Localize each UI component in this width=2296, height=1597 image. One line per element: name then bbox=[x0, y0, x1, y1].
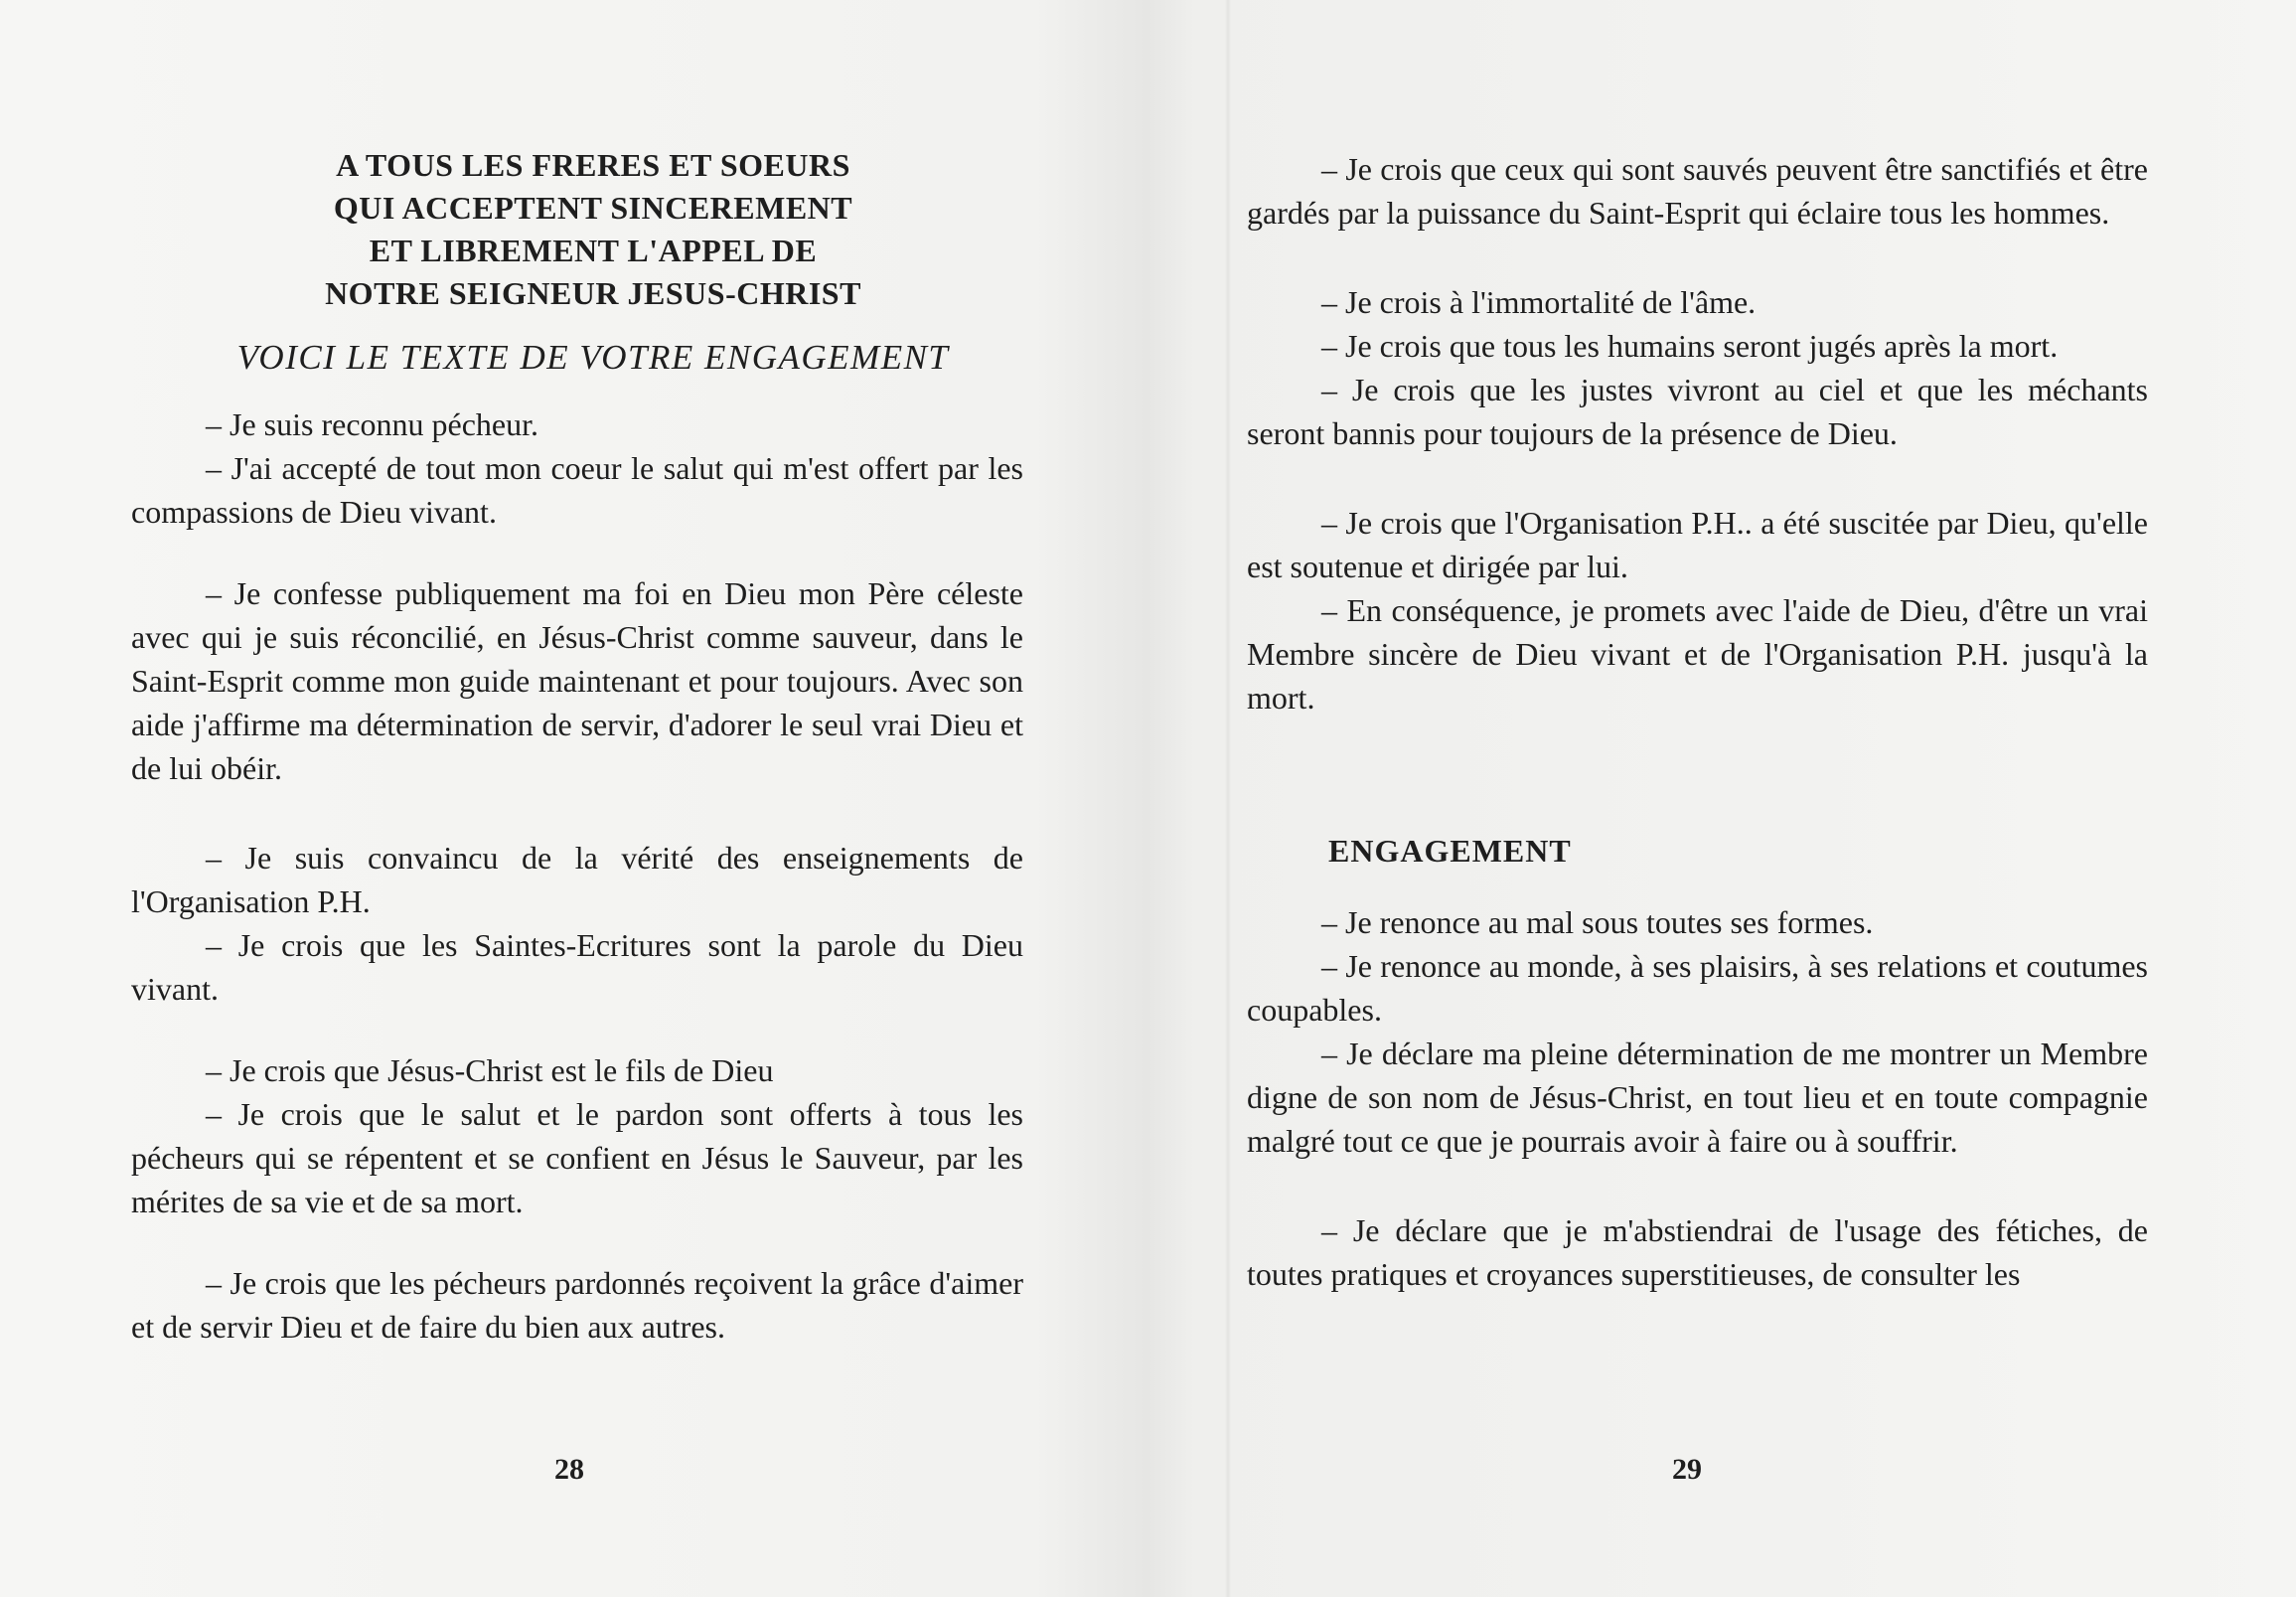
paragraph bbox=[131, 1048, 1023, 1223]
paragraph bbox=[131, 1261, 1023, 1349]
statement: – Je renonce au mal sous toutes ses formes. bbox=[1321, 904, 1874, 940]
paragraph bbox=[1247, 147, 2148, 235]
paragraph bbox=[1247, 501, 2148, 719]
heading-line: A TOUS LES FRERES ET SOEURS bbox=[336, 147, 850, 183]
statement: – Je crois que les pécheurs pardonnés reçoivent la grâce d'aimer et de servir Dieu et de faire du bien aux autres. bbox=[131, 1265, 1023, 1345]
paragraph bbox=[131, 571, 1023, 790]
paragraph bbox=[1247, 900, 2148, 1163]
statement: – Je déclare ma pleine détermination de me montrer un Membre digne de son nom de Jésus-Christ, en tout lieu et en toute compagnie malgré tout ce que je pourrais avoir à faire ou à souffrir. bbox=[1247, 1036, 2148, 1159]
heading-line: ET LIBREMENT L'APPEL DE bbox=[369, 233, 818, 268]
statement: – Je suis convaincu de la vérité des enseignements de l'Organisation P.H. bbox=[131, 840, 1023, 919]
page-number: 29 bbox=[1672, 1453, 1702, 1486]
section-title: ENGAGEMENT bbox=[1328, 833, 1572, 869]
paragraph bbox=[1247, 1208, 2148, 1296]
page-number: 28 bbox=[554, 1453, 584, 1486]
statement: – Je crois que les justes vivront au ciel et que les méchants seront bannis pour toujours de la présence de Dieu. bbox=[1247, 372, 2148, 451]
paragraph bbox=[131, 836, 1023, 1011]
heading-line: QUI ACCEPTENT SINCEREMENT bbox=[333, 190, 853, 226]
statement: – Je renonce au monde, à ses plaisirs, à ses relations et coutumes coupables. bbox=[1247, 948, 2148, 1028]
statement: – Je suis reconnu pécheur. bbox=[206, 406, 539, 442]
statement: – Je crois à l'immortalité de l'âme. bbox=[1321, 284, 1757, 320]
right-page-content bbox=[1247, 147, 2148, 1296]
left-page-content bbox=[131, 144, 1023, 1349]
page-heading bbox=[131, 144, 1023, 315]
statement: – Je confesse publiquement ma foi en Dieu mon Père céleste avec qui je suis réconcilié, en Jésus-Christ comme sauveur, dans le Saint-Esprit comme mon guide maintenant et pour toujours. Avec son aide j'affirme ma détermination de servir, d'adorer le seul vrai Dieu et de lui obéir. bbox=[131, 575, 1023, 786]
statement: – Je crois que le salut et le pardon sont offerts à tous les pécheurs qui se répentent et se confient en Jésus le Sauveur, par les mérites de sa vie et de sa mort. bbox=[131, 1096, 1023, 1219]
paragraph bbox=[131, 402, 1023, 534]
statement: – J'ai accepté de tout mon coeur le salut qui m'est offert par les compassions de Dieu vivant. bbox=[131, 450, 1023, 530]
statement: – Je crois que les Saintes-Ecritures sont la parole du Dieu vivant. bbox=[131, 927, 1023, 1007]
heading-line: NOTRE SEIGNEUR JESUS-CHRIST bbox=[325, 275, 861, 311]
paragraph bbox=[1247, 280, 2148, 455]
statement: – Je crois que l'Organisation P.H.. a été suscitée par Dieu, qu'elle est soutenue et dirigée par lui. bbox=[1247, 505, 2148, 584]
statement: – Je crois que tous les humains seront jugés après la mort. bbox=[1321, 328, 2059, 364]
statement: – Je crois que Jésus-Christ est le fils de Dieu bbox=[206, 1052, 774, 1088]
statement: – En conséquence, je promets avec l'aide de Dieu, d'être un vrai Membre sincère de Dieu vivant et de l'Organisation P.H. jusqu'à la mort. bbox=[1247, 592, 2148, 716]
statement: – Je crois que ceux qui sont sauvés peuvent être sanctifiés et être gardés par la puissance du Saint-Esprit qui éclaire tous les hommes. bbox=[1247, 151, 2148, 231]
page-subheading: VOICI LE TEXTE DE VOTRE ENGAGEMENT bbox=[236, 338, 950, 377]
statement: – Je déclare que je m'abstiendrai de l'usage des fétiches, de toutes pratiques et croyances superstitieuses, de consulter les bbox=[1247, 1212, 2148, 1292]
